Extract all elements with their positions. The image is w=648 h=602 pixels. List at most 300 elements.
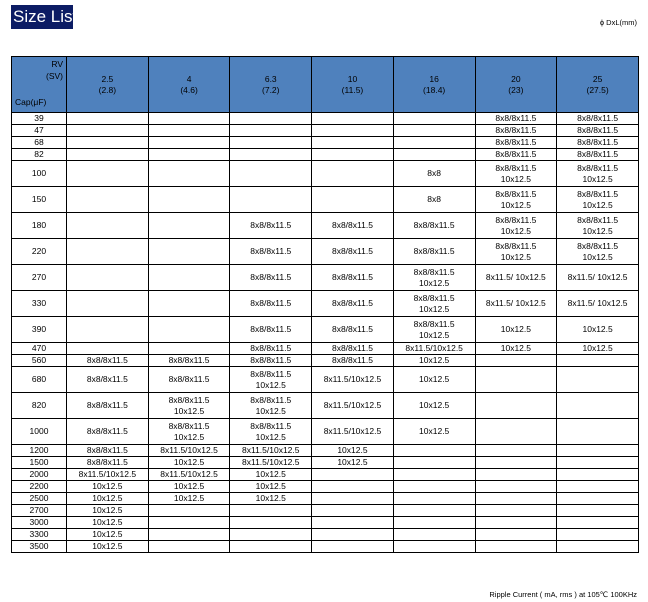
capacitance-cell: 150 [12,187,67,213]
capacitance-cell: 390 [12,317,67,343]
size-value: 8x8/8x11.5 [168,355,210,365]
size-cell [393,517,475,529]
size-cell [67,457,149,469]
size-cell [312,239,394,265]
size-cell [393,419,475,445]
size-value: 10x12.5 [419,329,450,340]
size-cell [67,187,149,213]
size-cell [312,517,394,529]
size-value: 8x8/8x11.5 [250,394,292,405]
size-cell [475,529,557,541]
cap-label: Cap(μF) [15,97,47,107]
size-cell [557,505,639,517]
size-value: 10x12.5 [500,225,531,236]
capacitance-cell: 1200 [12,445,67,457]
size-cell [475,541,557,553]
capacitance-cell: 2700 [12,505,67,517]
size-cell [312,343,394,355]
size-cell [312,481,394,493]
size-value: 10x12.5 [337,457,368,467]
size-value: 10x12.5 [173,457,205,467]
size-value: 8x8 [427,168,442,178]
voltage-header [148,57,230,113]
table-row [12,469,639,481]
size-cell [148,161,230,187]
size-value: 8x8/8x11.5 [495,214,537,225]
size-cell [230,343,312,355]
table-row [12,187,639,213]
size-value: 8x8/8x11.5 [413,292,455,303]
size-value: 8x8/8x11.5 [86,457,128,467]
capacitance-cell: 330 [12,291,67,317]
table-row [12,419,639,445]
size-table-body [12,113,639,553]
size-cell [312,161,394,187]
size-value: 8x8/8x11.5 [250,220,292,230]
capacitance-cell: 47 [12,125,67,137]
capacitance-cell: 68 [12,137,67,149]
size-value: 10x12.5 [500,324,531,334]
size-value: 8x8/8x11.5 [250,355,292,365]
size-cell [67,529,149,541]
size-cell [230,149,312,161]
size-cell [475,419,557,445]
size-cell [557,317,639,343]
size-value: 10x12.5 [419,400,450,410]
size-value: 8x8/8x11.5 [577,125,619,135]
size-cell [393,529,475,541]
size-value: 8x11.5/10x12.5 [160,445,218,455]
voltage-header [230,57,312,113]
surge-voltage: (7.2) [262,84,280,95]
size-cell [393,113,475,125]
size-value: 8x8/8x11.5 [250,343,292,353]
size-cell [557,125,639,137]
size-value: 8x8/8x11.5 [250,368,292,379]
size-value: 8x8/8x11.5 [413,246,455,256]
size-cell [67,213,149,239]
size-cell [475,481,557,493]
size-cell [393,393,475,419]
size-cell [230,367,312,393]
size-value: 10x12.5 [419,374,450,384]
size-cell [67,291,149,317]
size-cell [475,113,557,125]
size-cell [312,317,394,343]
size-cell [475,213,557,239]
table-row [12,149,639,161]
size-cell [557,239,639,265]
size-value: 8x11.5/10x12.5 [78,469,137,479]
size-value: 8x8/8x11.5 [577,149,619,159]
size-cell [312,113,394,125]
table-row [12,317,639,343]
size-value: 8x8/8x11.5 [495,188,537,199]
size-cell [230,137,312,149]
size-cell [557,493,639,505]
size-cell [393,469,475,481]
size-cell [393,493,475,505]
size-value: 10x12.5 [500,173,531,184]
size-cell [67,419,149,445]
size-cell [230,505,312,517]
table-row [12,125,639,137]
size-value: 8x8 [427,194,442,204]
size-value: 10x12.5 [173,481,205,491]
size-cell [148,343,230,355]
size-cell [148,113,230,125]
size-cell [67,469,149,481]
capacitance-cell: 220 [12,239,67,265]
voltage-header [67,57,149,113]
size-value: 10x12.5 [255,493,286,503]
size-cell [475,161,557,187]
size-value: 10x12.5 [500,343,531,353]
size-cell [557,393,639,419]
size-cell [148,445,230,457]
size-value: 10x12.5 [582,173,613,184]
size-value: 8x8/8x11.5 [331,298,373,308]
size-cell [475,445,557,457]
surge-voltage: (4.6) [180,84,198,95]
rated-voltage: 6.3 [264,73,277,84]
size-value: 10x12.5 [255,431,286,442]
size-value: 8x11.5/ 10x12.5 [485,272,546,282]
size-cell [557,419,639,445]
size-cell [475,355,557,367]
size-cell [148,469,230,481]
table-row [12,529,639,541]
size-value: 8x8/8x11.5 [413,220,455,230]
size-cell [230,213,312,239]
size-cell [148,529,230,541]
size-value: 10x12.5 [92,493,123,503]
size-cell [312,419,394,445]
size-value: 8x8/8x11.5 [495,113,537,123]
size-cell [475,137,557,149]
size-cell [67,541,149,553]
size-cell [230,517,312,529]
size-cell [312,367,394,393]
capacitance-cell: 270 [12,265,67,291]
size-cell [148,505,230,517]
size-value: 8x8/8x11.5 [250,246,292,256]
size-cell [393,213,475,239]
size-value: 8x8/8x11.5 [331,343,373,353]
corner-header [12,57,67,113]
rated-voltage: 10 [347,73,358,84]
size-value: 10x12.5 [500,199,531,210]
capacitance-cell: 2000 [12,469,67,481]
capacitance-cell: 3500 [12,541,67,553]
size-cell [475,517,557,529]
size-cell [393,445,475,457]
size-value: 8x8/8x11.5 [250,272,292,282]
size-cell [67,343,149,355]
surge-voltage: (23) [508,84,524,95]
size-cell [148,265,230,291]
size-cell [230,393,312,419]
size-cell [557,113,639,125]
size-cell [312,529,394,541]
size-cell [230,291,312,317]
size-cell [475,149,557,161]
size-cell [230,493,312,505]
size-value: 8x8/8x11.5 [168,394,210,405]
table-row [12,493,639,505]
capacitance-cell: 470 [12,343,67,355]
size-cell [557,187,639,213]
size-cell [475,505,557,517]
size-value: 8x8/8x11.5 [577,214,619,225]
size-cell [148,393,230,419]
table-row [12,213,639,239]
size-value: 10x12.5 [337,445,368,455]
table-row [12,291,639,317]
capacitance-cell: 560 [12,355,67,367]
size-cell [557,529,639,541]
size-cell [557,517,639,529]
capacitance-cell: 82 [12,149,67,161]
size-value: 8x8/8x11.5 [86,355,128,365]
size-value: 10x12.5 [255,379,286,390]
size-value: 8x8/8x11.5 [331,355,373,365]
size-cell [312,265,394,291]
rated-voltage: 4 [186,73,192,84]
size-cell [148,187,230,213]
size-cell [67,517,149,529]
size-cell [393,187,475,213]
capacitance-cell: 820 [12,393,67,419]
size-cell [67,317,149,343]
size-cell [230,317,312,343]
size-cell [230,481,312,493]
size-cell [230,161,312,187]
size-value: 8x8/8x11.5 [495,162,537,173]
size-value: 8x8/8x11.5 [331,220,373,230]
size-cell [148,517,230,529]
size-cell [557,161,639,187]
size-cell [475,343,557,355]
size-cell [557,343,639,355]
size-value: 10x12.5 [92,505,123,515]
size-cell [557,445,639,457]
sv-label: (SV) [46,71,63,81]
size-cell [557,355,639,367]
size-table [11,56,639,553]
size-value: 8x8/8x11.5 [413,266,455,277]
size-cell [312,493,394,505]
size-cell [148,355,230,367]
size-value: 10x12.5 [419,355,450,365]
size-value: 8x8/8x11.5 [495,149,537,159]
size-cell [393,343,475,355]
size-cell [312,355,394,367]
size-value: 10x12.5 [92,517,123,527]
rated-voltage: 2.5 [101,73,114,84]
size-cell [312,125,394,137]
size-cell [67,265,149,291]
table-row [12,367,639,393]
table-row [12,481,639,493]
size-cell [557,469,639,481]
size-cell [67,505,149,517]
size-value: 8x8/8x11.5 [331,246,373,256]
size-cell [557,481,639,493]
table-row [12,517,639,529]
surge-voltage: (27.5) [586,84,609,95]
size-cell [557,457,639,469]
size-cell [67,113,149,125]
size-cell [148,541,230,553]
size-value: 10x12.5 [582,324,613,334]
size-cell [230,529,312,541]
capacitance-cell: 1000 [12,419,67,445]
size-cell [393,355,475,367]
size-value: 8x11.5/ 10x12.5 [567,272,628,282]
table-row [12,505,639,517]
size-cell [148,419,230,445]
size-cell [67,481,149,493]
surge-voltage: (2.8) [98,84,117,95]
size-cell [148,137,230,149]
size-cell [475,317,557,343]
size-value: 10x12.5 [500,251,531,262]
table-row [12,393,639,419]
capacitance-cell: 3000 [12,517,67,529]
rated-voltage: 16 [429,73,439,84]
size-value: 10x12.5 [255,481,286,491]
table-row [12,137,639,149]
size-cell [557,291,639,317]
size-cell [230,445,312,457]
size-cell [67,493,149,505]
size-value: 10x12.5 [419,303,450,314]
unit-note: ϕ DxL(mm) [599,18,637,27]
size-cell [393,505,475,517]
size-value: 8x8/8x11.5 [577,137,619,147]
size-cell [148,317,230,343]
size-value: 8x8/8x11.5 [495,240,537,251]
size-cell [557,137,639,149]
size-value: 8x8/8x11.5 [168,374,210,384]
capacitance-cell: 100 [12,161,67,187]
size-cell [67,239,149,265]
size-cell [148,125,230,137]
ripple-current-note: Ripple Current ( mA, rms ) at 105℃ 100KHz [489,590,637,599]
size-cell [475,265,557,291]
size-value: 8x8/8x11.5 [495,125,537,135]
size-cell [475,457,557,469]
size-value: 8x8/8x11.5 [413,318,455,329]
size-cell [475,239,557,265]
voltage-header [393,57,475,113]
size-value: 10x12.5 [173,493,205,503]
rated-voltage: 20 [511,73,521,84]
size-cell [312,137,394,149]
size-cell [67,149,149,161]
size-cell [393,317,475,343]
size-cell [393,149,475,161]
size-cell [230,239,312,265]
voltage-header [475,57,557,113]
size-value: 8x8/8x11.5 [331,272,373,282]
size-cell [67,393,149,419]
size-cell [475,393,557,419]
page-title: Size List [11,5,73,29]
size-value: 10x12.5 [419,426,450,436]
size-cell [475,469,557,481]
table-row [12,355,639,367]
size-cell [312,213,394,239]
size-cell [67,161,149,187]
size-cell [230,187,312,213]
size-cell [393,161,475,187]
table-row [12,445,639,457]
size-value: 10x12.5 [582,343,613,353]
size-value: 10x12.5 [582,225,613,236]
size-value: 8x8/8x11.5 [250,298,292,308]
size-value: 10x12.5 [419,277,450,288]
size-cell [230,469,312,481]
size-value: 10x12.5 [173,405,205,416]
size-cell [148,149,230,161]
size-cell [475,125,557,137]
size-value: 8x11.5/ 10x12.5 [567,298,628,308]
size-cell [393,457,475,469]
size-value: 8x8/8x11.5 [495,137,537,147]
size-value: 8x8/8x11.5 [250,324,292,334]
size-cell [67,125,149,137]
size-value: 8x8/8x11.5 [250,420,292,431]
voltage-header [557,57,639,113]
table-row [12,161,639,187]
size-cell [475,187,557,213]
size-value: 8x8/8x11.5 [577,240,619,251]
table-row [12,239,639,265]
capacitance-cell: 2500 [12,493,67,505]
size-value: 8x8/8x11.5 [86,426,128,436]
size-cell [312,445,394,457]
size-cell [230,419,312,445]
size-value: 8x8/8x11.5 [86,400,128,410]
size-value: 8x8/8x11.5 [168,420,210,431]
size-value: 8x11.5/10x12.5 [405,343,463,353]
size-cell [230,457,312,469]
size-value: 10x12.5 [255,405,286,416]
size-cell [557,367,639,393]
size-cell [393,481,475,493]
size-cell [67,355,149,367]
size-cell [557,265,639,291]
capacitance-cell: 2200 [12,481,67,493]
size-cell [230,541,312,553]
size-value: 10x12.5 [92,529,123,539]
size-cell [312,291,394,317]
size-cell [148,457,230,469]
size-value: 10x12.5 [582,251,613,262]
voltage-header [312,57,394,113]
size-cell [475,291,557,317]
size-cell [148,291,230,317]
rated-voltage: 25 [592,73,603,84]
size-cell [67,445,149,457]
size-cell [148,493,230,505]
size-value: 10x12.5 [92,481,123,491]
size-cell [312,457,394,469]
size-value: 8x11.5/10x12.5 [242,445,300,455]
capacitance-cell: 680 [12,367,67,393]
